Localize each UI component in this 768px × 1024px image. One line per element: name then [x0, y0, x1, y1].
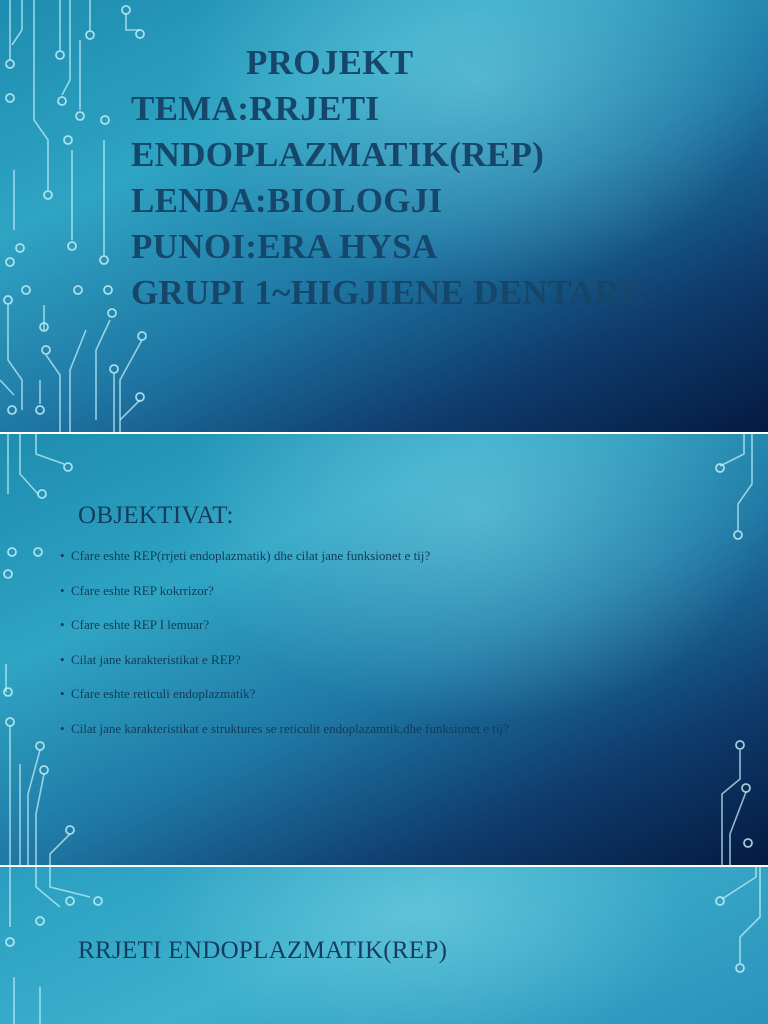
- title-slide: [0, 0, 768, 432]
- objective-item: • Cilat jane karakteristikat e REP?: [60, 648, 600, 671]
- objective-item: • Cfare eshte REP(rrjeti endoplazmatik) dhe cilat jane funksionet e tij?: [60, 544, 600, 567]
- objective-item: • Cfare eshte reticuli endoplazmatik?: [60, 682, 600, 705]
- section-heading: RRJETI ENDOPLAZMATIK(REP): [78, 937, 448, 964]
- title-line-subject: LENDA:BIOLOGJI: [131, 181, 443, 220]
- objectives-slide: [0, 434, 768, 865]
- circuit-decoration-right: [700, 867, 768, 1024]
- objective-item: • Cilat jane karakteristikat e struktures se reticulit endoplazamtik,dhe funksionet e tij?: [60, 717, 600, 740]
- title-line-topic: TEMA:RRJETI: [131, 89, 380, 128]
- objective-item: • Cfare eshte REP I lemuar?: [60, 613, 600, 636]
- content-slide: [0, 867, 768, 1024]
- objective-item: • Cfare eshte REP kokrrizor?: [60, 579, 600, 602]
- title-line-author: PUNOI:ERA HYSA: [131, 227, 438, 266]
- title-line-project: PROJEKT: [246, 43, 414, 82]
- objectives-heading: OBJEKTIVAT:: [78, 502, 234, 529]
- objectives-list: [60, 544, 600, 751]
- title-line-group: GRUPI 1~HIGJIENE DENTARE: [131, 273, 644, 312]
- circuit-decoration-right: [690, 434, 768, 865]
- title-line-topic-cont: ENDOPLAZMATIK(REP): [131, 135, 545, 174]
- title-block: [131, 40, 644, 316]
